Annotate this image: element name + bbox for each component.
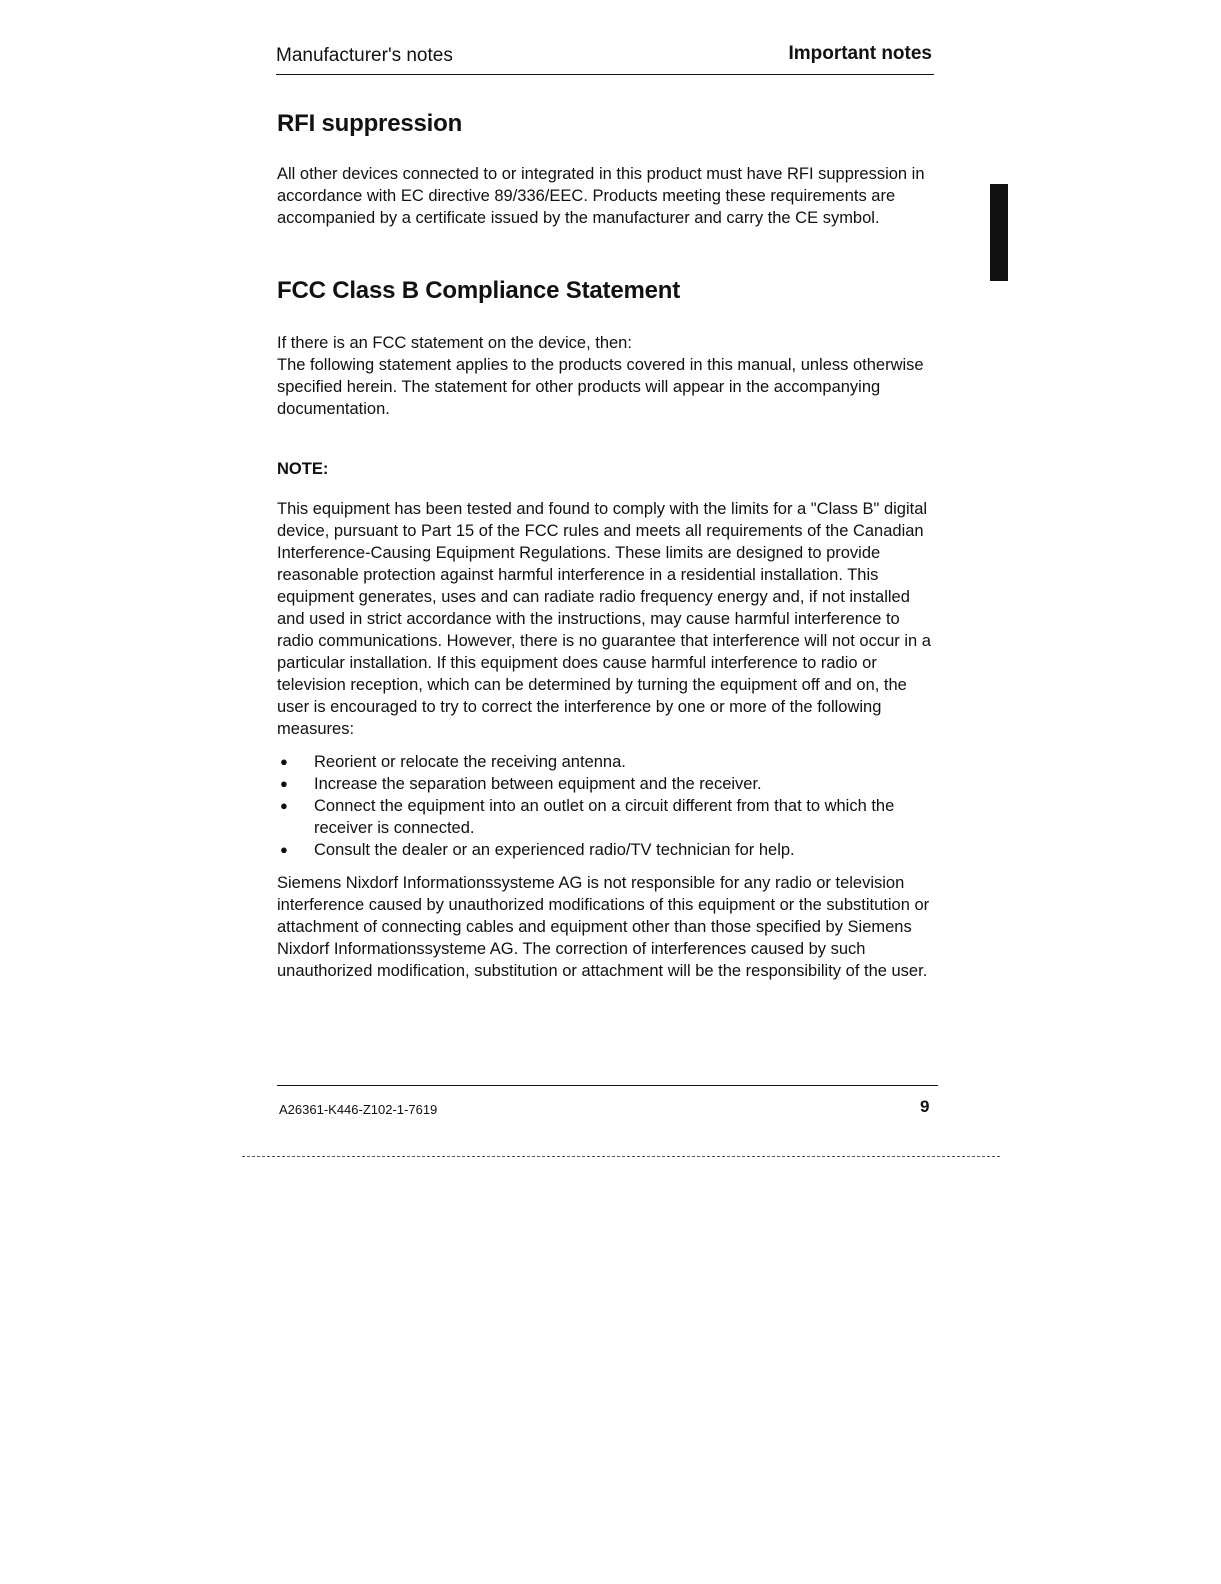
list-item-text: Connect the equipment into an outlet on a circuit different from that to which the receiver is connected. [314,797,895,837]
list-item-text: Consult the dealer or an experienced radio/TV technician for help. [314,841,795,859]
rfi-heading: RFI suppression [277,110,463,137]
list-item-text: Increase the separation between equipment and the receiver. [314,775,762,793]
chapter-thumb-marker [990,184,1008,281]
list-item [277,795,937,839]
page-content [277,110,937,982]
rfi-paragraph: All other devices connected to or integrated in this product must have RFI suppression in accordance with EC directive 89/336/EEC. Products meeting these requirements are accompanied by a certificate issued by the manufacturer and carry the CE symbol. [277,165,925,227]
header-section-title: Manufacturer's notes [276,45,453,66]
bullet-icon: ● [280,754,288,769]
bullet-icon: ● [280,776,288,791]
fcc-intro [277,332,937,420]
measures-list [277,751,937,861]
footer-divider [277,1085,938,1086]
bullet-icon: ● [280,798,288,813]
list-item [277,751,937,773]
page-number: 9 [920,1097,930,1116]
scan-edge-line [242,1156,1000,1157]
bullet-icon: ● [280,842,288,857]
document-number: A26361-K446-Z102-1-7619 [279,1102,438,1117]
header-chapter-title: Important notes [788,43,932,64]
disclaimer-paragraph: Siemens Nixdorf Informationssysteme AG is not responsible for any radio or television interference caused by unauthorized modifications of this equipment or the substitution or attachment of connecting cables and equipment other than those specified by Siemens Nixdorf Informationssysteme AG. The correction of interferences caused by such unauthorized modification, substitution or attachment will be the responsibility of the user. [277,874,930,980]
page-header [276,40,934,75]
note-paragraph: This equipment has been tested and found to comply with the limits for a "Class B" digital device, pursuant to Part 15 of the FCC rules and meets all requirements of the Canadian Interference-Causing Equipment Regulations. These limits are designed to provide reasonable protection against harmful interference in a residential installation. This equipment generates, uses and can radiate radio frequency energy and, if not installed and used in strict accordance with the instructions, may cause harmful interference to radio communications. However, there is no guarantee that interference will not occur in a particular installation. If this equipment does cause harmful interference to radio or television reception, which can be determined by turning the equipment off and on, the user is encouraged to try to correct the interference by one or more of the following measures: [277,500,931,738]
note-label: NOTE: [277,460,329,478]
fcc-heading: FCC Class B Compliance Statement [277,277,681,304]
list-item [277,773,937,795]
fcc-intro-line2: The following statement applies to the products covered in this manual, unless otherwise specified herein. The statement for other products will appear in the accompanying documentation. [277,356,924,418]
fcc-intro-line1: If there is an FCC statement on the device, then: [277,334,632,352]
list-item [277,839,937,861]
list-item-text: Reorient or relocate the receiving antenna. [314,753,626,771]
